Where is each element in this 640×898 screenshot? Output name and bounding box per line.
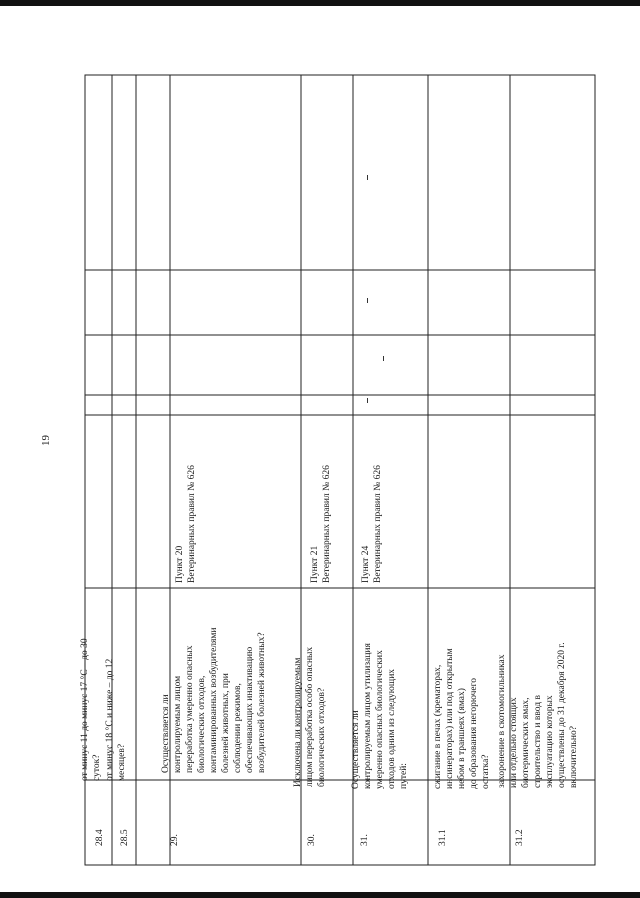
question-cell-31-2: захоронение в скотомогильниках или отдельно стоящих биотермических ямах, строительство и ввод в эксплуатацию которых осуществлены до 31 декабря 2020 г. включительно? [497,642,579,788]
answer-dash-mark [367,398,368,403]
question-cell-31-1: сжигание в печах (крематорах, инсинераторах) или под открытым небом в траншеях (ямах) до образования негорючего остатка? [433,648,491,789]
question-cell-28-5: от минус 18 °C и ниже – до 12 месяцев? [105,658,127,781]
scan-edge-bottom [0,892,640,898]
question-cell-29: Осуществляется ли контролируемым лицом переработка умеренно опасных биологических отходов, контаминированных возбудителями болезней животных, при соблюдении режимов, обеспечивающих инактивацию возбудителей болезней животных? [161,627,267,773]
answer-dash-mark [367,298,368,303]
reference-cell-31: Пункт 24 Ветеринарных правил № 626 [361,465,383,583]
reference-cell-29: Пункт 20 Ветеринарных правил № 626 [175,465,197,583]
row-number-31-1: 31.1 [438,829,448,846]
answer-dash-mark [383,356,384,361]
page-number: 19 [40,435,52,446]
question-cell-28-4: от минус 11 до минус 17 °C – до 30 суток? [80,638,102,781]
row-number-31-2: 31.2 [515,829,525,846]
row-number-28-4: 28.4 [95,829,105,846]
question-cell-30: Исключена ли контролируемым лицом переработка особо опасных биологических отходов? [293,646,327,787]
answer-dash-mark [367,175,368,180]
reference-cell-30: Пункт 21 Ветеринарных правил № 626 [310,465,332,583]
row-number-29: 29. [170,834,180,846]
row-number-31: 31. [360,834,370,846]
row-number-30: 30. [307,834,317,846]
row-number-28-5: 28.5 [120,829,130,846]
scan-edge-top [0,0,640,6]
question-cell-31: Осуществляется ли контролируемым лицом утилизация умеренно опасных биологических отходов одним из следующих путей: [351,643,409,789]
